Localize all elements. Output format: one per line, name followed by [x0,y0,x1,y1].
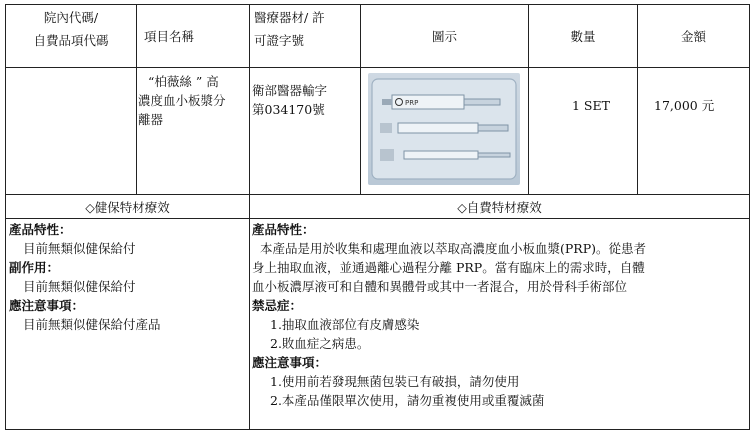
nhi-caution-text: 目前無類似健保給付產品 [23,317,161,332]
efficacy-header-divider [5,218,750,219]
syringe-1-tip [382,99,392,105]
nhi-feature-label: 產品特性： [9,222,72,237]
product-photo [368,73,520,185]
nhi-caution-label: 應注意事項： [9,298,85,313]
nhi-feature-text: 目前無類似健保給付 [23,241,136,256]
self-contra-item-2: 2.敗血症之病患。 [270,336,370,351]
product-quantity: 1 SET [572,98,610,113]
self-caution-item-1: 1.使用前若發現無菌包裝已有破損，請勿使用 [270,374,520,389]
product-row-divider [5,194,750,195]
self-caution-item-2: 2.本產品僅限單次使用，請勿重複使用或重覆滅菌 [270,393,545,408]
table-border-left [5,4,6,430]
self-contra-label: 禁忌症： [252,298,303,313]
table-border-right [749,4,750,430]
nhi-efficacy-title: ◇健保特材療效 [85,200,170,215]
cap-2 [380,123,392,133]
header-quantity: 數量 [570,29,596,44]
header-amount: 金額 [680,29,706,44]
nhi-side-effect-text: 目前無類似健保給付 [23,279,136,294]
syringe-2-plunger [478,125,508,131]
self-feature-label: 產品特性： [252,222,315,237]
product-amount: 17,000 元 [654,98,715,113]
header-image: 圖示 [431,29,457,44]
self-efficacy-title: ◇自費特材療效 [457,200,542,215]
self-feature-line-1: 本產品是用於收集和處理血液以萃取高濃度血小板血漿(PRP)。從患者 [260,241,646,256]
prp-label: PRP [405,99,419,107]
self-feature-line-2: 身上抽取血液，並通過離心過程分離 PRP。當有臨床上的需求時，自體 [252,260,645,275]
header-license: 醫療器材/ 許 可證字號 [254,10,325,48]
self-contra-item-1: 1.抽取血液部位有皮膚感染 [270,317,420,332]
product-name: “柏薇絲 ” 高 濃度血小板漿分 離器 [138,74,226,127]
col-divider-2 [249,4,250,430]
header-row-divider [5,67,750,68]
nhi-side-effect-label: 副作用： [9,260,60,275]
table-border-top [5,4,750,5]
cap-3 [380,149,394,161]
product-license: 衛部醫器輸字 第034170號 [252,83,328,117]
self-caution-label: 應注意事項： [252,355,328,370]
syringe-3-barrel [404,151,478,159]
syringe-3-plunger [478,153,510,157]
header-item-name: 項目名稱 [144,29,195,44]
nhi-details [9,220,247,334]
syringe-2-barrel [398,123,478,133]
syringe-1-plunger [464,99,500,105]
self-feature-line-3: 血小板濃厚液可和自體和異體骨或其中一者混合，用於骨科手術部位 [252,279,628,294]
col-divider-1 [136,4,137,195]
syringe-kit-image [368,73,520,185]
self-details [252,220,748,410]
table-border-bottom [5,429,750,430]
header-code: 院內代碼/ 自費品項代碼 [33,10,109,48]
